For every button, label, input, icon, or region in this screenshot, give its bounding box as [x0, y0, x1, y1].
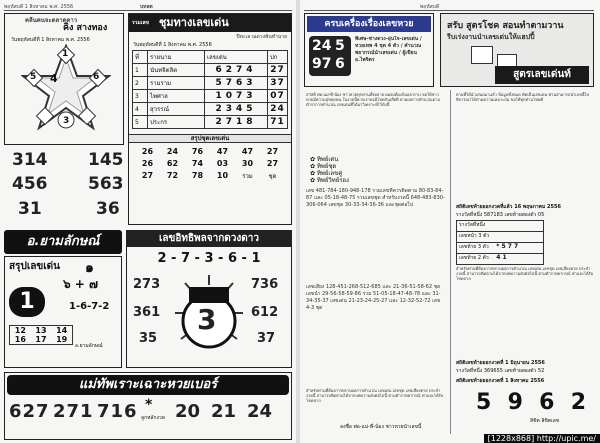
rank-p: 24 [268, 103, 288, 116]
table-row [457, 243, 543, 254]
summary-cell: 47 [216, 147, 229, 156]
footer-num-4: 20 [175, 401, 201, 422]
rank-num: 5763 [205, 77, 268, 90]
star-title: คลีนคนจะตลาดดาว [25, 17, 78, 24]
left-page [0, 0, 296, 443]
list-item: ✿ ทิพย์เลขคู่ [310, 170, 343, 177]
right-header: พฤหัสบดี [420, 4, 440, 10]
stat-line2: รางวัลที่หนึ่ง 587183 เลขท้ายสองตัว 05 [456, 212, 545, 218]
table-row [457, 232, 543, 243]
rank-p: 37 [268, 77, 288, 90]
formula-line3: สูตรเลขเด่นท์ [495, 66, 589, 84]
recommend-chain: 1-6-7-2 [69, 301, 110, 312]
rank-name: นันทจิตลิต [148, 64, 205, 77]
header-rule [4, 10, 292, 11]
rank-name: รามราม [148, 77, 205, 90]
lottery-num: 24 [312, 38, 332, 54]
lottery-num: 5 [335, 38, 345, 54]
rank-p: 07 [268, 90, 288, 103]
stat-label: เลขท้าย 2 ตัว [459, 255, 489, 261]
summary-cell: 62 [166, 159, 179, 168]
summary-cell: 27 [141, 171, 154, 180]
tip-label: ทิพย์เลขคู่ [316, 170, 343, 177]
lucky-number-5: 31 [18, 199, 42, 219]
stat-value: * 5 7 7 [496, 243, 519, 250]
star-num-center: 4 [50, 72, 58, 85]
rank-p: 71 [268, 116, 288, 129]
left-header-paper: บทลด [140, 4, 153, 10]
astro-top: 2 - 7 - 3 - 6 - 1 [157, 251, 261, 266]
rank-banner-title: ชุมทางเลขเด่น [158, 16, 229, 29]
astro-right-1: 736 [251, 277, 279, 292]
footer-num-1: 627 [9, 401, 50, 422]
tip-label: ทิพย์ชุด [316, 163, 337, 170]
final-digit: 9 [507, 390, 523, 415]
recommend-formula: ๖ + ๗ [63, 277, 99, 291]
rank-num: 2718 [205, 116, 268, 129]
recommend-caption: อ.ยามลักษณ์ [75, 343, 103, 349]
summary-grid [135, 147, 285, 181]
left-header-date: พฤหัสบดี 1 สิงหาคม พ.ศ. 2556 [4, 4, 74, 10]
pair-cell: 19 [56, 335, 68, 344]
tip-label: ทิพย์เด่น [316, 156, 339, 163]
article-text-f: สำหรับท่านที่ต้องการทราบผลการคำนวณ เลขเด่น เลขชุด เลขเสี่ยงทาย ประจำงวดนี้ สามารถติดตามได้จากบทความดังต่อไปนี้ ตามตำราพยากรณ์ ท่านจะได้รับโชคลาภ [456, 266, 594, 282]
star-author: คิง สางทอง [63, 23, 108, 33]
list-item: ✿ ทิพย์เด่น [310, 156, 339, 163]
pair-cell: 16 [14, 335, 26, 344]
watermark: [1228x868] http://upic.me/ [484, 434, 600, 443]
stat-line: สถิติเลขท้ายออกงวดที่แล้ว 16 พฤษภาคม 2556 [456, 204, 561, 210]
rank-num: 6274 [205, 64, 268, 77]
lucky-number-2: 145 [88, 150, 124, 170]
rank-no: 2 [133, 77, 148, 90]
rank-banner-prefix: รวมเลข [132, 20, 149, 26]
right-page [300, 0, 600, 443]
summary-cell: ร่วม [242, 173, 253, 180]
tips-list [310, 156, 440, 184]
stat-label: เลขหน้า 3 ตัว [459, 233, 490, 239]
star-date: วันพฤหัสบดีที่ 1 สิงหาคม พ.ศ. 2556 [11, 37, 90, 43]
rank-table-header [133, 51, 288, 64]
stat-label: เลขท้าย 3 ตัว [459, 244, 489, 250]
summary-cell: 30 [241, 159, 254, 168]
summary-cell: 72 [166, 171, 179, 180]
footer-num-6: 24 [247, 401, 273, 422]
rank-p: 27 [268, 64, 288, 77]
recommend-pairs [9, 325, 73, 345]
final-digit: 5 [476, 390, 492, 415]
lottery-num-block [309, 36, 351, 76]
formula-line1: สรับ สูตรโชค สอนทำตามวาน [447, 21, 564, 31]
summary-cell: 24 [166, 147, 179, 156]
stat-table [456, 220, 544, 265]
astro-right-3: 37 [257, 331, 276, 346]
pair-cell: 17 [35, 335, 47, 344]
rank-no: 3 [133, 90, 148, 103]
article-text-e: ตามที่ได้นำเสนอมาแล้ว ข้อมูลทั้งหมด คิดเป็นเลขเด่น ท่านสามารถนำเลขนี้ไปพิจารณาได้ตามความเหมาะสม ขอให้ทุกท่านโชคดี [456, 92, 590, 103]
footer-star-icon: * [145, 397, 153, 413]
formula-section [440, 13, 594, 87]
summary-cell: 76 [191, 147, 204, 156]
summary-title: สรุปชุดเลขเด่น [129, 134, 291, 143]
rank-section [128, 13, 292, 225]
list-item: ✿ ทิพย์วิทย์รอง [310, 177, 349, 184]
header-rule [304, 10, 594, 11]
lottery-num: 6 [335, 56, 345, 72]
rank-num: 2345 [205, 103, 268, 116]
rank-no: 4 [133, 103, 148, 116]
table-row [457, 254, 543, 264]
rank-th-num: เลขเด่น [205, 51, 268, 64]
summary-cell: 47 [241, 147, 254, 156]
formula-line2: รีบเร่งงานนำเลขเด่นให้แฮปปี้ [447, 33, 535, 41]
footer-banner: แม่ทัพเราะเฉาะหวยเบอร์ [7, 375, 289, 395]
summary-cell: ชุด [268, 173, 277, 180]
table-row [133, 116, 288, 129]
footer-num-5: 21 [211, 401, 237, 422]
bottom-line2: รางวัลที่หนึ่ง 369655 เลขท้ายสองตัว 52 [456, 368, 545, 374]
lucky-number-4: 563 [88, 174, 124, 194]
star-num-top: 1 [62, 49, 69, 59]
pair-cell: 13 [35, 326, 47, 335]
summary-cell: 27 [266, 159, 279, 168]
stat-label: รางวัลที่หนึ่ง [459, 222, 486, 228]
recommend-digit: ๑ [85, 260, 94, 276]
astro-left-1: 273 [133, 277, 161, 292]
lottery-num: 97 [312, 56, 332, 72]
star-num-right: 6 [93, 72, 100, 82]
table-row [133, 77, 288, 90]
summary-cell: 10 [216, 171, 229, 180]
rank-th-no: ที่ [133, 51, 148, 64]
footer-section [4, 372, 292, 440]
summary-cell: 74 [191, 159, 204, 168]
summary-cell: 26 [141, 147, 154, 156]
lottery-desc: พิเศษ-ช่างดวง-อุ่นใจ-เลขเด่น / ทวยเทพ 4 ชุด 4 ตัว / คำนวณพยากรณ์นำเลขเด่น / ผู้เขียน อ.ไพจิตร [355, 36, 422, 63]
astro-left-3: 35 [139, 331, 158, 346]
rank-name: สุวรรณ์ [148, 103, 205, 116]
rank-no: 5 [133, 116, 148, 129]
lucky-number-1: 314 [12, 150, 48, 170]
article-text-b: เลข 481-784-180-948-178 รวมเลขที่ควรติดตาม 80-83-84-87 และ 05-18-48-75 รวมเลขชุด สำหรับงวดนี้ 648-483-830-306-064 เลขชุด 30-33-34-36-36 และชุดต่อไป [306, 188, 445, 208]
bottom-line3: สถิติเลขท้ายออกงวดที่ 1 สิงหาคม 2556 [456, 378, 545, 384]
pair-cell: 12 [14, 326, 26, 335]
table-row [133, 64, 288, 77]
dice-icon [471, 46, 493, 64]
rank-table [132, 50, 288, 129]
lucky-number-6: 36 [96, 199, 120, 219]
article-text-a: สวัสดี พ่อ-แม่-พี่-น้อง ชาวหวยทุกท่านทั้งหลาย ผมคงต้องก้มลงกราบ ขอให้ชาวหวยมีความสุขทุกคน ในงวดนี้พวกเราคงมีโชคกันเสียที ตามผลการคำนวณตามตำราการคำนวณ เลขเด่นที่ได้มาวิเคราะห์ไว้ดังนี้ [306, 92, 441, 108]
recommend-section [4, 256, 122, 368]
summary-cell: 27 [266, 147, 279, 156]
astro-right-2: 612 [251, 305, 279, 320]
footer-num-2: 271 [53, 401, 94, 422]
list-item: ✿ ทิพย์ชุด [310, 163, 337, 170]
summary-cell: 78 [191, 171, 204, 180]
rank-sub: ปีทะเล ณดวงพ้นทำนาย [236, 34, 287, 40]
astro-left-2: 361 [133, 305, 161, 320]
lottery-section [304, 13, 434, 87]
final-digit: 6 [539, 390, 555, 415]
summary-cell: 03 [216, 159, 229, 168]
lottery-title: ครบเครื่องเรื่องเลขหวย [307, 16, 431, 32]
final-caption: ลิขิต ลิขิตเลข [530, 418, 560, 424]
rank-th-p: ปก [268, 51, 288, 64]
table-row [133, 103, 288, 116]
footer-num-3: 716 [97, 401, 138, 422]
footer-note: ลูกหลักงวด [141, 415, 165, 421]
stat-value: 4 1 [496, 254, 507, 261]
article-text-d: สำหรับท่านที่ต้องการทราบผลการคำนวณ เลขเด่น เลขชุด เลขเสี่ยงทาย ประจำงวดนี้ สามารถติดตามได้จากบทความดังต่อไปนี้ ตามตำราพยากรณ์ ท่านจะได้รับโชคลาภ [306, 388, 444, 404]
rank-name: ประกร [148, 116, 205, 129]
lucky-number-3: 456 [12, 174, 48, 194]
astro-section [126, 230, 292, 368]
rank-date: วันพฤหัสบดีที่ 1 สิงหาคม พ.ศ. 2556 [133, 42, 212, 48]
final-digit: 2 [570, 390, 586, 415]
astro-banner: เลขอิทธิพลจากดวงดาว [127, 231, 291, 247]
bottom-line1: สถิติเลขท้ายออกงวดที่ 1 มิถุนายน 2556 [456, 360, 545, 366]
star-section [4, 13, 124, 145]
star-num-left: 5 [30, 72, 37, 82]
recommend-big: 1 [9, 287, 45, 317]
table-row [457, 221, 543, 232]
star-num-bottom: 3 [63, 116, 70, 126]
pair-cell: 14 [56, 326, 68, 335]
rank-banner [129, 14, 291, 32]
astro-center: 3 [197, 303, 217, 336]
rank-num: 1073 [205, 90, 268, 103]
author-note: ลงชื่อ พ่อ-แม่-พี่-น้อง ชาวหวยนำเลขนี้ [340, 424, 422, 430]
rank-no: 1 [133, 64, 148, 77]
article-text-c: เลขเสี่ยง 128-451-268-512-685 และ 21-36-51-58-62 ชุดเลขนำ 29-56-58-59-86 ร่วม 51-05-18-47-48-78 และ 31-34-35-37 เลขเด่น 21-23-24-25-27 และ 12-32-52-72 เลข 4-3 ชุด [306, 284, 441, 311]
recommend-title: สรุปเลขเด่น [9, 261, 60, 272]
rank-th-name: รายนาม [148, 51, 205, 64]
final-digits [476, 390, 586, 415]
table-row [133, 90, 288, 103]
rank-name: ไพศาล [148, 90, 205, 103]
summary-cell: 26 [141, 159, 154, 168]
column-divider [450, 90, 451, 434]
tip-label: ทิพย์วิทย์รอง [316, 177, 349, 184]
yamla-banner: อ.ยามลักษณ์ [4, 230, 122, 254]
